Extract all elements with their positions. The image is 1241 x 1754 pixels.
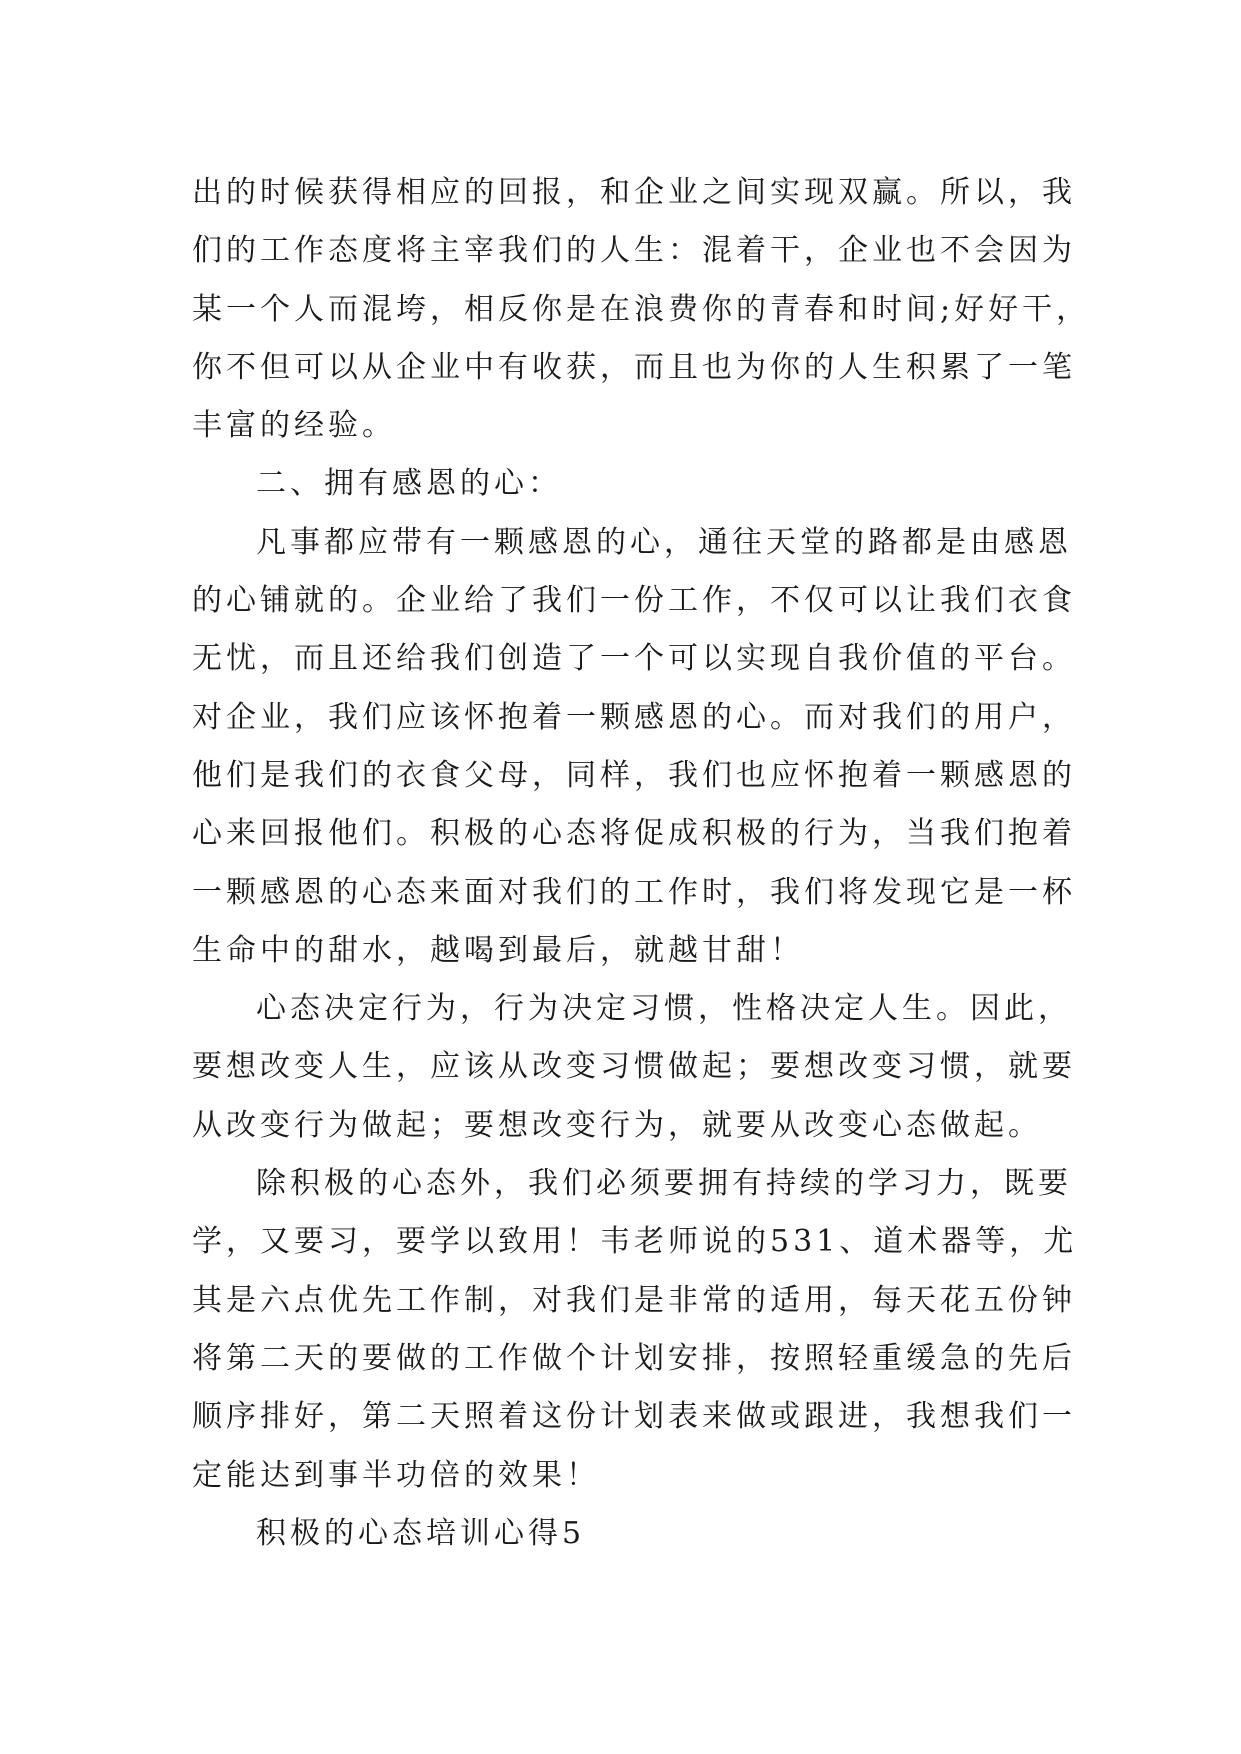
text-line: 的心铺就的。企业给了我们一份工作，不仅可以让我们衣食: [192, 583, 1076, 619]
text-line: 们的工作态度将主宰我们的人生：混着干，企业也不会因为: [192, 233, 1076, 269]
text-line: 凡事都应带有一颗感恩的心，通往天堂的路都是由感恩: [256, 524, 1072, 560]
text-line: 一颗感恩的心态来面对我们的工作时，我们将发现它是一杯: [192, 874, 1076, 910]
text-line: 心来回报他们。积极的心态将促成积极的行为，当我们抱着: [192, 816, 1076, 852]
text-line: 丰富的经验。: [192, 408, 396, 444]
text-line: 对企业，我们应该怀抱着一颗感恩的心。而对我们的用户，: [192, 699, 1076, 735]
text-line: 心态决定行为，行为决定习惯，性格决定人生。因此，: [256, 991, 1072, 1027]
text-line: 顺序排好，第二天照着这份计划表来做或跟进，我想我们一: [192, 1399, 1076, 1435]
text-line: 出的时候获得相应的回报，和企业之间实现双赢。所以，我: [192, 175, 1076, 210]
text-line: 除积极的心态外，我们必须要拥有持续的学习力，既要: [256, 1166, 1072, 1202]
text-line: 定能达到事半功倍的效果！: [192, 1457, 600, 1493]
document-body: [192, 164, 1091, 1563]
text-line: 二、拥有感恩的心：: [256, 466, 562, 502]
text-line: 他们是我们的衣食父母，同样，我们也应怀抱着一颗感恩的: [192, 757, 1076, 793]
text-line: 从改变行为做起；要想改变行为，就要从改变心态做起。: [192, 1107, 1042, 1143]
text-line: 将第二天的要做的工作做个计划安排，按照轻重缓急的先后: [192, 1340, 1076, 1376]
text-line: 其是六点优先工作制，对我们是非常的适用，每天花五份钟: [192, 1282, 1076, 1318]
text-line: 生命中的甜水，越喝到最后，就越甘甜！: [192, 932, 804, 968]
text-line: 你不但可以从企业中有收获，而且也为你的人生积累了一笔: [192, 349, 1076, 385]
text-line: 积极的心态培训心得5: [256, 1515, 586, 1551]
text-line: 无忧，而且还给我们创造了一个可以实现自我价值的平台。: [192, 641, 1076, 677]
text-line: 要想改变人生，应该从改变习惯做起；要想改变习惯，就要: [192, 1049, 1076, 1085]
text-line: 某一个人而混垮，相反你是在浪费你的青春和时间;好好干，: [192, 291, 1091, 327]
text-line: 学，又要习，要学以致用！韦老师说的531、道术器等，尤: [192, 1224, 1078, 1260]
